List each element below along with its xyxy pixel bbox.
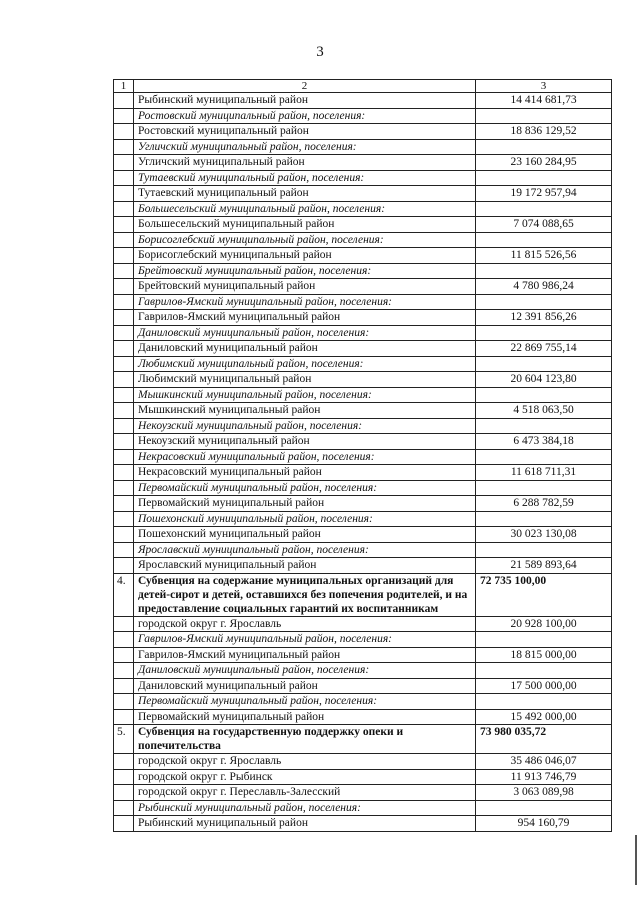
amount-value: 73 980 035,72 <box>476 725 612 754</box>
recipient-name: Некрасовский муниципальный район, поселения: <box>134 449 476 465</box>
amount-value: 72 735 100,00 <box>476 573 612 616</box>
table-row <box>114 279 612 295</box>
table-row <box>114 186 612 202</box>
amount-value <box>476 418 612 434</box>
amount-value: 20 928 100,00 <box>476 616 612 632</box>
amount-value: 35 486 046,07 <box>476 754 612 770</box>
table-row <box>114 558 612 574</box>
amount-value: 23 160 284,95 <box>476 155 612 171</box>
recipient-name: Некоузский муниципальный район, поселения: <box>134 418 476 434</box>
amount-value: 17 500 000,00 <box>476 678 612 694</box>
row-number <box>114 496 134 512</box>
recipient-name: Ярославский муниципальный район, поселения: <box>134 542 476 558</box>
row-number <box>114 139 134 155</box>
subheading-row <box>114 263 612 279</box>
amount-value <box>476 387 612 403</box>
recipient-name: Любимский муниципальный район <box>134 372 476 388</box>
table-row <box>114 93 612 109</box>
recipient-name: городской округ г. Ярославль <box>134 754 476 770</box>
recipient-name: Пошехонский муниципальный район, поселения: <box>134 511 476 527</box>
row-number <box>114 694 134 710</box>
recipient-name: Рыбинский муниципальный район <box>134 93 476 109</box>
amount-value <box>476 694 612 710</box>
recipient-name: Тутаевский муниципальный район <box>134 186 476 202</box>
recipient-name: городской округ г. Переславль-Залесский <box>134 785 476 801</box>
amount-value: 30 023 130,08 <box>476 527 612 543</box>
row-number <box>114 616 134 632</box>
row-number <box>114 449 134 465</box>
row-number <box>114 632 134 648</box>
row-number <box>114 170 134 186</box>
table-row <box>114 124 612 140</box>
subheading-row <box>114 356 612 372</box>
amount-value: 11 618 711,31 <box>476 465 612 481</box>
row-number <box>114 663 134 679</box>
subheading-row <box>114 108 612 124</box>
recipient-name: Некрасовский муниципальный район <box>134 465 476 481</box>
section-row <box>114 573 612 616</box>
recipient-name: Первомайский муниципальный район <box>134 496 476 512</box>
row-number <box>114 709 134 725</box>
recipient-name: Гаврилов-Ямский муниципальный район, поселения: <box>134 294 476 310</box>
amount-value: 6 473 384,18 <box>476 434 612 450</box>
subheading-row <box>114 139 612 155</box>
amount-value: 4 518 063,50 <box>476 403 612 419</box>
amount-value <box>476 480 612 496</box>
amount-value <box>476 232 612 248</box>
row-number <box>114 816 134 832</box>
subheading-row <box>114 800 612 816</box>
row-number <box>114 434 134 450</box>
row-number <box>114 511 134 527</box>
row-number <box>114 232 134 248</box>
amount-value <box>476 263 612 279</box>
amount-value <box>476 542 612 558</box>
table-row <box>114 310 612 326</box>
subheading-row <box>114 694 612 710</box>
table-row <box>114 647 612 663</box>
row-number <box>114 800 134 816</box>
amount-value <box>476 139 612 155</box>
amount-value <box>476 325 612 341</box>
recipient-name: Гаврилов-Ямский муниципальный район, поселения: <box>134 632 476 648</box>
recipient-name: Гаврилов-Ямский муниципальный район <box>134 647 476 663</box>
amount-value: 12 391 856,26 <box>476 310 612 326</box>
amount-value <box>476 201 612 217</box>
row-number <box>114 217 134 233</box>
row-number <box>114 387 134 403</box>
table-row <box>114 248 612 264</box>
row-number <box>114 108 134 124</box>
recipient-name: Рыбинский муниципальный район, поселения: <box>134 800 476 816</box>
recipient-name: городской округ г. Рыбинск <box>134 769 476 785</box>
recipient-name: Угличский муниципальный район <box>134 155 476 171</box>
recipient-name: Даниловский муниципальный район <box>134 341 476 357</box>
table-header-row <box>114 80 612 93</box>
subheading-row <box>114 480 612 496</box>
recipient-name: Даниловский муниципальный район, поселения: <box>134 325 476 341</box>
subheading-row <box>114 325 612 341</box>
recipient-name: Первомайский муниципальный район, поселения: <box>134 480 476 496</box>
table-row <box>114 372 612 388</box>
row-number <box>114 248 134 264</box>
recipient-name: Ярославский муниципальный район <box>134 558 476 574</box>
subheading-row <box>114 232 612 248</box>
row-number <box>114 403 134 419</box>
recipient-name: Большесельский муниципальный район <box>134 217 476 233</box>
recipient-name: Любимский муниципальный район, поселения: <box>134 356 476 372</box>
amount-value: 6 288 782,59 <box>476 496 612 512</box>
row-number <box>114 558 134 574</box>
amount-value: 4 780 986,24 <box>476 279 612 295</box>
row-number <box>114 124 134 140</box>
row-number <box>114 678 134 694</box>
recipient-name: Даниловский муниципальный район <box>134 678 476 694</box>
amount-value <box>476 632 612 648</box>
recipient-name: городской округ г. Ярославль <box>134 616 476 632</box>
subheading-row <box>114 663 612 679</box>
amount-value: 3 063 089,98 <box>476 785 612 801</box>
row-number <box>114 356 134 372</box>
amount-value <box>476 449 612 465</box>
amount-value: 18 836 129,52 <box>476 124 612 140</box>
row-number <box>114 372 134 388</box>
subheading-row <box>114 542 612 558</box>
table-row <box>114 709 612 725</box>
subheading-row <box>114 387 612 403</box>
amount-value <box>476 356 612 372</box>
recipient-name: Брейтовский муниципальный район, поселения: <box>134 263 476 279</box>
row-number <box>114 310 134 326</box>
table-row <box>114 403 612 419</box>
amount-value: 11 913 746,79 <box>476 769 612 785</box>
table-row <box>114 496 612 512</box>
row-number <box>114 480 134 496</box>
row-number <box>114 785 134 801</box>
recipient-name: Мышкинский муниципальный район, поселения: <box>134 387 476 403</box>
table-row <box>114 217 612 233</box>
amount-value: 21 589 893,64 <box>476 558 612 574</box>
recipient-name: Борисоглебский муниципальный район <box>134 248 476 264</box>
recipient-name: Пошехонский муниципальный район <box>134 527 476 543</box>
row-number <box>114 155 134 171</box>
header-col-2: 2 <box>134 80 476 93</box>
table-row <box>114 769 612 785</box>
row-number <box>114 279 134 295</box>
scan-edge-mark <box>635 835 637 885</box>
amount-value <box>476 663 612 679</box>
page-number: 3 <box>316 44 324 60</box>
amount-value <box>476 170 612 186</box>
row-number <box>114 294 134 310</box>
row-number <box>114 769 134 785</box>
row-number <box>114 418 134 434</box>
recipient-name: Брейтовский муниципальный район <box>134 279 476 295</box>
amount-value: 14 414 681,73 <box>476 93 612 109</box>
subheading-row <box>114 511 612 527</box>
amount-value <box>476 294 612 310</box>
amount-value: 7 074 088,65 <box>476 217 612 233</box>
row-number: 4. <box>114 573 134 616</box>
subheading-row <box>114 294 612 310</box>
row-number <box>114 542 134 558</box>
recipient-name: Первомайский муниципальный район, поселения: <box>134 694 476 710</box>
amount-value <box>476 108 612 124</box>
table-row <box>114 754 612 770</box>
row-number <box>114 341 134 357</box>
row-number <box>114 263 134 279</box>
row-number: 5. <box>114 725 134 754</box>
amount-value: 18 815 000,00 <box>476 647 612 663</box>
table-row <box>114 434 612 450</box>
recipient-name: Рыбинский муниципальный район <box>134 816 476 832</box>
subsidy-table <box>113 79 612 832</box>
row-number <box>114 754 134 770</box>
header-col-1: 1 <box>114 80 134 93</box>
table-row <box>114 616 612 632</box>
table-row <box>114 527 612 543</box>
amount-value: 15 492 000,00 <box>476 709 612 725</box>
recipient-name: Некоузский муниципальный район <box>134 434 476 450</box>
row-number <box>114 201 134 217</box>
subheading-row <box>114 170 612 186</box>
section-row <box>114 725 612 754</box>
table-row <box>114 465 612 481</box>
amount-value: 11 815 526,56 <box>476 248 612 264</box>
recipient-name: Большесельский муниципальный район, поселения: <box>134 201 476 217</box>
amount-value <box>476 511 612 527</box>
recipient-name: Борисоглебский муниципальный район, поселения: <box>134 232 476 248</box>
row-number <box>114 527 134 543</box>
recipient-name: Ростовский муниципальный район, поселения: <box>134 108 476 124</box>
recipient-name: Угличский муниципальный район, поселения: <box>134 139 476 155</box>
table-row <box>114 155 612 171</box>
subheading-row <box>114 418 612 434</box>
table-row <box>114 678 612 694</box>
amount-value: 20 604 123,80 <box>476 372 612 388</box>
recipient-name: Гаврилов-Ямский муниципальный район <box>134 310 476 326</box>
recipient-name: Тутаевский муниципальный район, поселения: <box>134 170 476 186</box>
row-number <box>114 465 134 481</box>
recipient-name: Субвенция на государственную поддержку опеки и попечительства <box>134 725 476 754</box>
amount-value: 22 869 755,14 <box>476 341 612 357</box>
amount-value: 19 172 957,94 <box>476 186 612 202</box>
header-col-3: 3 <box>476 80 612 93</box>
subheading-row <box>114 201 612 217</box>
row-number <box>114 647 134 663</box>
table-row <box>114 341 612 357</box>
amount-value: 954 160,79 <box>476 816 612 832</box>
subheading-row <box>114 449 612 465</box>
recipient-name: Субвенция на содержание муниципальных организаций для детей-сирот и детей, оставшихся без попечения родителей, и на предоставление социальных гарантий их воспитанникам <box>134 573 476 616</box>
subheading-row <box>114 632 612 648</box>
recipient-name: Ростовский муниципальный район <box>134 124 476 140</box>
table-row <box>114 785 612 801</box>
row-number <box>114 325 134 341</box>
recipient-name: Мышкинский муниципальный район <box>134 403 476 419</box>
recipient-name: Первомайский муниципальный район <box>134 709 476 725</box>
recipient-name: Даниловский муниципальный район, поселения: <box>134 663 476 679</box>
table-row <box>114 816 612 832</box>
row-number <box>114 93 134 109</box>
amount-value <box>476 800 612 816</box>
row-number <box>114 186 134 202</box>
